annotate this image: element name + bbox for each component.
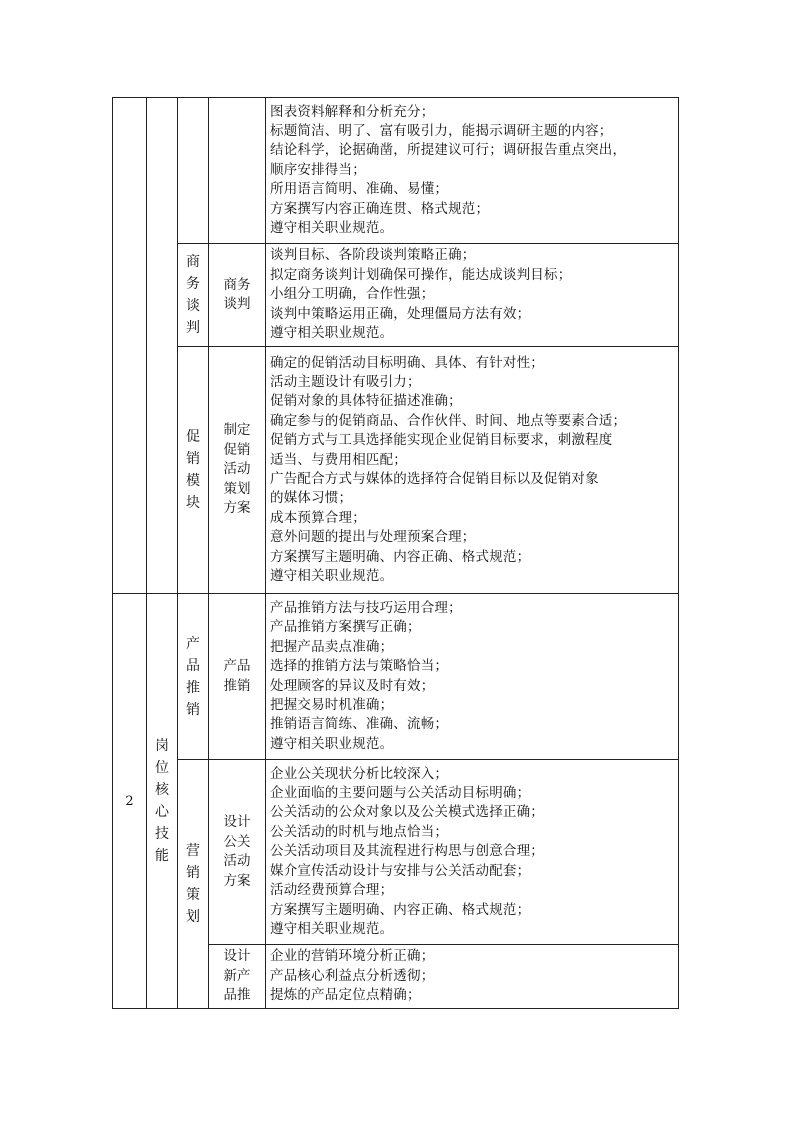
criteria-line: 方案撰写内容正确连贯、格式规范； [270,200,490,217]
criteria-line: 提炼的产品定位点精确； [270,987,421,1004]
skill-cell [209,760,266,945]
skill-label: 设计公关活动方案 [223,814,251,889]
category-label: 岗位核心技能 [155,738,169,864]
criteria-cell [266,244,679,347]
skill-label: 产品推销 [223,658,251,694]
criteria-line: 活动主题设计有吸引力； [270,373,421,390]
criteria-line: 活动经费预算合理； [270,882,394,899]
table-row [113,98,679,244]
criteria-line: 谈判中策略运用正确，处理僵局方法有效； [270,305,531,322]
category-cell [147,98,178,594]
category-cell [147,594,178,1009]
criteria-line: 公关活动的时机与地点恰当； [270,823,449,840]
module-cell [178,347,209,594]
criteria-line: 成本预算合理； [270,509,366,526]
skill-cell [209,244,266,347]
criteria-line: 公关活动的公众对象以及公关模式选择正确； [270,804,544,821]
criteria-line: 方案撰写主题明确、内容正确、格式规范； [270,548,531,565]
table-row [113,760,679,945]
criteria-cell [266,945,679,1009]
skill-cell [209,945,266,1009]
module-cell [178,760,209,1009]
criteria-line: 选择的推销方法与策略恰当； [270,658,449,675]
skill-label: 设计新产品推 [223,948,251,1004]
criteria-line: 企业面临的主要问题与公关活动目标明确； [270,785,531,802]
criteria-line: 谈判目标、各阶段谈判策略正确； [270,247,476,264]
criteria-line: 确定参与的促销商品、合作伙伴、时间、地点等要素合适； [270,412,627,429]
skill-label: 商务谈判 [223,276,251,312]
skill-cell [209,98,266,244]
criteria-line: 企业公关现状分析比较深入； [270,765,449,782]
criteria-line: 推销语言简练、准确、流畅； [270,716,449,733]
criteria-cell [266,98,679,244]
criteria-line: 意外问题的提出与处理预案合理； [270,529,476,546]
criteria-line: 广告配合方式与媒体的选择符合促销目标以及促销对象 [270,471,599,487]
skill-cell [209,347,266,594]
criteria-line: 拟定商务谈判计划确保可操作，能达成谈判目标； [270,266,572,283]
module-cell [178,98,209,244]
module-label: 商务谈判 [186,254,200,336]
table-row [113,244,679,347]
criteria-line: 遵守相关职业规范。 [270,735,394,752]
criteria-cell [266,594,679,760]
skill-label: 制定促销活动策划方案 [223,422,251,517]
criteria-line: 产品核心利益点分析透彻； [270,967,435,984]
criteria-line: 遵守相关职业规范。 [270,220,394,237]
criteria-line: 顺序安排得当； [270,161,366,178]
module-label: 营销策划 [186,843,200,925]
criteria-line: 方案撰写主题明确、内容正确、格式规范； [270,901,531,918]
number-cell [113,594,147,1009]
criteria-line: 适当、与费用相匹配； [270,451,407,468]
skill-cell [209,594,266,760]
criteria-line: 把握产品卖点准确； [270,638,394,655]
criteria-cell [266,347,679,594]
module-cell [178,594,209,760]
criteria-line: 公关活动项目及其流程进行构思与创意合理； [270,843,544,860]
module-cell [178,244,209,347]
criteria-line: 促销方式与工具选择能实现企业促销目标要求，刺激程度 [270,432,613,449]
criteria-line: 遵守相关职业规范。 [270,920,394,937]
criteria-line: 处理顾客的异议及时有效； [270,677,435,694]
criteria-line: 企业的营销环境分析正确； [270,948,435,965]
section-number: 2 [125,793,134,809]
module-label: 促销模块 [186,429,200,511]
criteria-line: 的媒体习惯； [270,490,353,507]
criteria-line: 所用语言简明、准确、易懂； [270,181,449,198]
table-row [113,594,679,760]
criteria-line: 把握交易时机准确； [270,696,394,713]
criteria-line: 产品推销方法与技巧运用合理； [270,599,462,616]
criteria-line: 产品推销方案撰写正确； [270,619,421,636]
criteria-line: 结论科学，论据确凿，所提建议可行；调研报告重点突出， [270,142,627,159]
criteria-list [266,103,678,239]
criteria-line: 图表资料解释和分析充分； [270,103,435,120]
criteria-line: 小组分工明确，合作性强； [270,286,435,303]
module-label: 产品推销 [186,635,200,718]
criteria-line: 遵守相关职业规范。 [270,325,394,342]
number-cell [113,98,147,594]
criteria-line: 遵守相关职业规范。 [270,568,394,585]
criteria-cell [266,760,679,945]
criteria-line: 促销对象的具体特征描述准确； [270,393,462,410]
criteria-line: 确定的促销活动目标明确、具体、有针对性； [270,354,544,371]
criteria-line: 标题简洁、明了、富有吸引力，能揭示调研主题的内容； [270,122,613,139]
criteria-line: 媒介宣传活动设计与安排与公关活动配套； [270,862,531,879]
skills-assessment-table [112,97,679,1009]
table-row [113,347,679,594]
